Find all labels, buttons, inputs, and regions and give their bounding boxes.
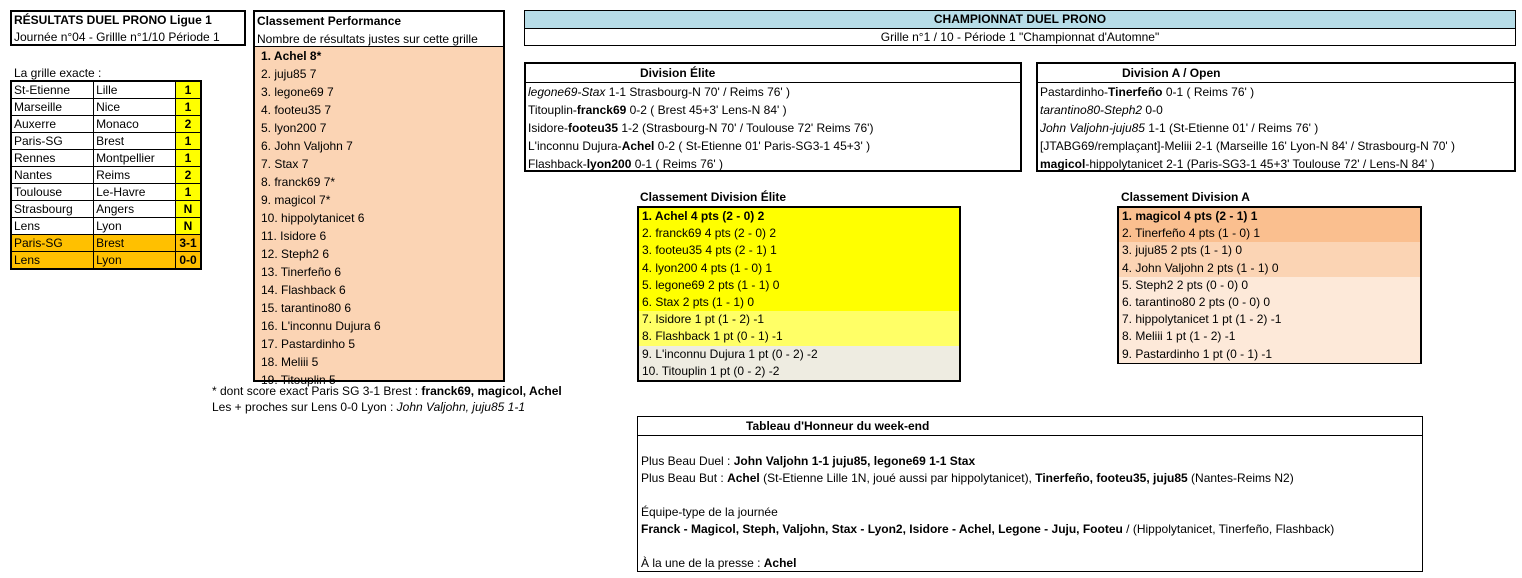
- match-player: Pastardinho-: [1040, 85, 1109, 99]
- grille-home: Lens: [11, 218, 94, 235]
- match-score: 0-1 ( Reims 76' ): [631, 157, 724, 171]
- grille-home: Toulouse: [11, 184, 94, 201]
- results-header: [10, 10, 246, 46]
- performance-row: 10. hippolytanicet 6: [261, 211, 365, 225]
- classement-elite: [637, 206, 961, 382]
- results-subtitle: Journée n°04 - Grillle n°1/10 Période 1: [14, 30, 220, 44]
- grille-away: Montpellier: [94, 150, 176, 167]
- match-player-highlight: tarantino80-Steph2: [1040, 103, 1143, 117]
- match-score: -hippolytanicet 2-1 (Paris-SG3-1 45+3' Toulouse 72' / Lens-N 84' ): [1085, 157, 1435, 171]
- grille-home: Paris-SG: [11, 133, 94, 150]
- match-player-highlight: [JTABG69/remplaçant]-Meliii: [1040, 139, 1192, 153]
- classement-row: 2. franck69 4 pts (2 - 0) 2: [639, 225, 959, 242]
- division-match-line: [1038, 101, 1514, 119]
- grille-away: Reims: [94, 167, 176, 184]
- grille-row: [11, 218, 201, 235]
- classement-elite-title: Classement Division Élite: [640, 190, 787, 204]
- honneur-duel: Plus Beau Duel : John Valjohn 1-1 juju85, legone69 1-1 Stax: [641, 454, 976, 468]
- footnote: [212, 383, 562, 415]
- grille-home: Lens: [11, 252, 94, 270]
- grille-home: Strasbourg: [11, 201, 94, 218]
- classement-row: 6. tarantino80 2 pts (0 - 0) 0: [1119, 294, 1420, 311]
- championnat-subtitle: Grille n°1 / 10 - Période 1 "Championnat d'Automne": [880, 30, 1160, 44]
- classement-row: 7. Isidore 1 pt (1 - 2) -1: [639, 311, 959, 328]
- grille-away: Le-Havre: [94, 184, 176, 201]
- match-player-highlight: legone69-Stax: [528, 85, 606, 99]
- classement-row: 10. Titouplin 1 pt (0 - 2) -2: [639, 363, 959, 380]
- classement-row: 4. John Valjohn 2 pts (1 - 1) 0: [1119, 260, 1420, 277]
- division-match-line: [526, 101, 1020, 119]
- grille-home: Auxerre: [11, 116, 94, 133]
- grille-table: [10, 80, 202, 270]
- match-player-highlight: magicol: [1040, 157, 1086, 171]
- performance-row: 13. Tinerfeño 6: [261, 265, 342, 279]
- grille-row: [11, 184, 201, 201]
- classement-row: 3. footeu35 4 pts (2 - 1) 1: [639, 242, 959, 259]
- classement-row: 9. L'inconnu Dujura 1 pt (0 - 2) -2: [639, 346, 959, 363]
- grille-home: Paris-SG: [11, 235, 94, 252]
- match-score: 0-0: [1142, 103, 1163, 117]
- classement-row: 6. Stax 2 pts (1 - 1) 0: [639, 294, 959, 311]
- classement-row: 7. hippolytanicet 1 pt (1 - 2) -1: [1119, 311, 1420, 328]
- classement-row: 5. Steph2 2 pts (0 - 0) 0: [1119, 277, 1420, 294]
- grille-result: N: [176, 218, 202, 235]
- division-match-line: [526, 155, 1020, 173]
- championnat-title: CHAMPIONNAT DUEL PRONO: [525, 11, 1515, 29]
- grille-row: [11, 201, 201, 218]
- division-elite-title: Division Élite: [526, 64, 1020, 83]
- grille-home: Nantes: [11, 167, 94, 184]
- grille-home: Rennes: [11, 150, 94, 167]
- match-score: 2-1 (Marseille 16' Lyon-N 84' / Strasbourg-N 70' ): [1191, 139, 1456, 153]
- grille-away: Monaco: [94, 116, 176, 133]
- grille-row: [11, 99, 201, 116]
- division-match-line: [1038, 83, 1514, 101]
- classement-a-title: Classement Division A: [1121, 190, 1250, 204]
- performance-row: 11. Isidore 6: [261, 229, 327, 243]
- grille-home: Marseille: [11, 99, 94, 116]
- performance-row: 7. Stax 7: [261, 157, 309, 171]
- grille-result: 1: [176, 99, 202, 116]
- performance-row: 4. footeu35 7: [261, 103, 332, 117]
- division-match-line: [1038, 155, 1514, 173]
- classement-row: 9. Pastardinho 1 pt (0 - 1) -1: [1119, 346, 1420, 363]
- grille-away: Angers: [94, 201, 176, 218]
- grille-result: 1: [176, 133, 202, 150]
- grille-result: 1: [176, 81, 202, 99]
- division-elite: [524, 62, 1022, 172]
- honneur-equipe-label: Équipe-type de la journée: [641, 505, 778, 519]
- grille-away: Brest: [94, 133, 176, 150]
- classement-row: 8. Meliii 1 pt (1 - 2) -1: [1119, 328, 1420, 345]
- division-match-line: [526, 119, 1020, 137]
- division-a: [1036, 62, 1516, 172]
- results-title: RÉSULTATS DUEL PRONO Ligue 1: [14, 13, 212, 27]
- grille-result: N: [176, 201, 202, 218]
- performance-title: Classement Performance: [255, 12, 503, 30]
- match-player: Isidore-: [528, 121, 569, 135]
- honneur-title: Tableau d'Honneur du week-end: [638, 417, 1422, 436]
- performance-row: 6. John Valjohn 7: [261, 139, 353, 153]
- grille-row: [11, 252, 201, 270]
- performance-row: 15. tarantino80 6: [261, 301, 352, 315]
- classement-row: 3. juju85 2 pts (1 - 1) 0: [1119, 242, 1420, 259]
- performance-subtitle: Nombre de résultats justes sur cette grille: [255, 30, 503, 48]
- division-match-line: [526, 83, 1020, 101]
- honneur-but: Plus Beau But : Achel (St-Etienne Lille 1N, joué aussi par hippolytanicet), Tinerfeño, footeu35, juju85 (Nantes-Reims N2): [641, 471, 1294, 485]
- classement-row: 5. legone69 2 pts (1 - 1) 0: [639, 277, 959, 294]
- tableau-honneur: [637, 416, 1423, 572]
- match-player-highlight: franck69: [576, 103, 627, 117]
- performance-row: 19. Titouplin 5: [261, 373, 336, 387]
- grille-row: [11, 116, 201, 133]
- performance-row: 5. lyon200 7: [261, 121, 327, 135]
- grille-away: Nice: [94, 99, 176, 116]
- match-player-highlight: lyon200: [586, 157, 632, 171]
- match-player-highlight: footeu35: [568, 121, 619, 135]
- grille-away: Brest: [94, 235, 176, 252]
- performance-row: 1. Achel 8*: [261, 49, 322, 63]
- honneur-presse: À la une de la presse : Achel: [641, 556, 797, 570]
- performance-row: 3. legone69 7: [261, 85, 334, 99]
- match-player: L'inconnu Dujura-: [528, 139, 622, 153]
- grille-away: Lille: [94, 81, 176, 99]
- division-match-line: [1038, 119, 1514, 137]
- performance-row: 17. Pastardinho 5: [261, 337, 356, 351]
- grille-result: 3-1: [176, 235, 202, 252]
- match-score: 0-1 ( Reims 76' ): [1162, 85, 1255, 99]
- performance-row: 2. juju85 7: [261, 67, 317, 81]
- classement-row: 4. lyon200 4 pts (1 - 0) 1: [639, 260, 959, 277]
- classement-row: 1. Achel 4 pts (2 - 0) 2: [639, 208, 959, 225]
- match-player-highlight: John Valjohn-juju85: [1040, 121, 1145, 135]
- grille-away: Lyon: [94, 218, 176, 235]
- grille-row: [11, 150, 201, 167]
- performance-row: 9. magicol 7*: [261, 193, 331, 207]
- classement-row: 1. magicol 4 pts (2 - 1) 1: [1119, 208, 1420, 225]
- classement-row: 2. Tinerfeño 4 pts (1 - 0) 1: [1119, 225, 1420, 242]
- match-score: 0-2 ( St-Etienne 01' Paris-SG3-1 45+3' ): [654, 139, 871, 153]
- performance-row: 18. Meliii 5: [261, 355, 319, 369]
- match-score: 1-1 (St-Etienne 01' / Reims 76' ): [1144, 121, 1319, 135]
- footnote-closest: Les + proches sur Lens 0-0 Lyon : John Valjohn, juju85 1-1: [212, 400, 525, 414]
- division-match-line: [1038, 137, 1514, 155]
- division-a-title: Division A / Open: [1038, 64, 1514, 83]
- grille-label: La grille exacte :: [14, 66, 102, 80]
- honneur-equipe: Franck - Magicol, Steph, Valjohn, Stax - Lyon2, Isidore - Achel, Legone - Juju, Footeu / (Hippolytanicet, Tinerfeño, Flashback): [641, 522, 1335, 536]
- match-score: 0-2 ( Brest 45+3' Lens-N 84' ): [626, 103, 787, 117]
- grille-row: [11, 81, 201, 99]
- grille-result: 1: [176, 150, 202, 167]
- grille-row: [11, 235, 201, 252]
- match-player-highlight: Tinerfeño: [1108, 85, 1163, 99]
- grille-row: [11, 133, 201, 150]
- grille-result: 2: [176, 116, 202, 133]
- performance-row: 16. L'inconnu Dujura 6: [261, 319, 381, 333]
- grille-away: Lyon: [94, 252, 176, 270]
- classement-a: [1117, 206, 1422, 364]
- match-score: 1-2 (Strasbourg-N 70' / Toulouse 72' Reims 76'): [618, 121, 874, 135]
- match-player: Flashback-: [528, 157, 587, 171]
- match-player: Titouplin-: [528, 103, 577, 117]
- performance-row: 8. franck69 7*: [261, 175, 336, 189]
- performance-ranking: [253, 10, 505, 387]
- performance-row: 14. Flashback 6: [261, 283, 346, 297]
- match-score: 1-1 Strasbourg-N 70' / Reims 76' ): [605, 85, 791, 99]
- performance-list: [255, 46, 503, 387]
- classement-row: 8. Flashback 1 pt (0 - 1) -1: [639, 328, 959, 345]
- grille-result: 1: [176, 184, 202, 201]
- footnote-exact: * dont score exact Paris SG 3-1 Brest : franck69, magicol, Achel: [212, 384, 562, 398]
- grille-result: 2: [176, 167, 202, 184]
- grille-result: 0-0: [176, 252, 202, 270]
- grille-row: [11, 167, 201, 184]
- match-player-highlight: Achel: [621, 139, 655, 153]
- championnat-header: [524, 10, 1516, 46]
- grille-home: St-Etienne: [11, 81, 94, 99]
- performance-row: 12. Steph2 6: [261, 247, 330, 261]
- division-match-line: [526, 137, 1020, 155]
